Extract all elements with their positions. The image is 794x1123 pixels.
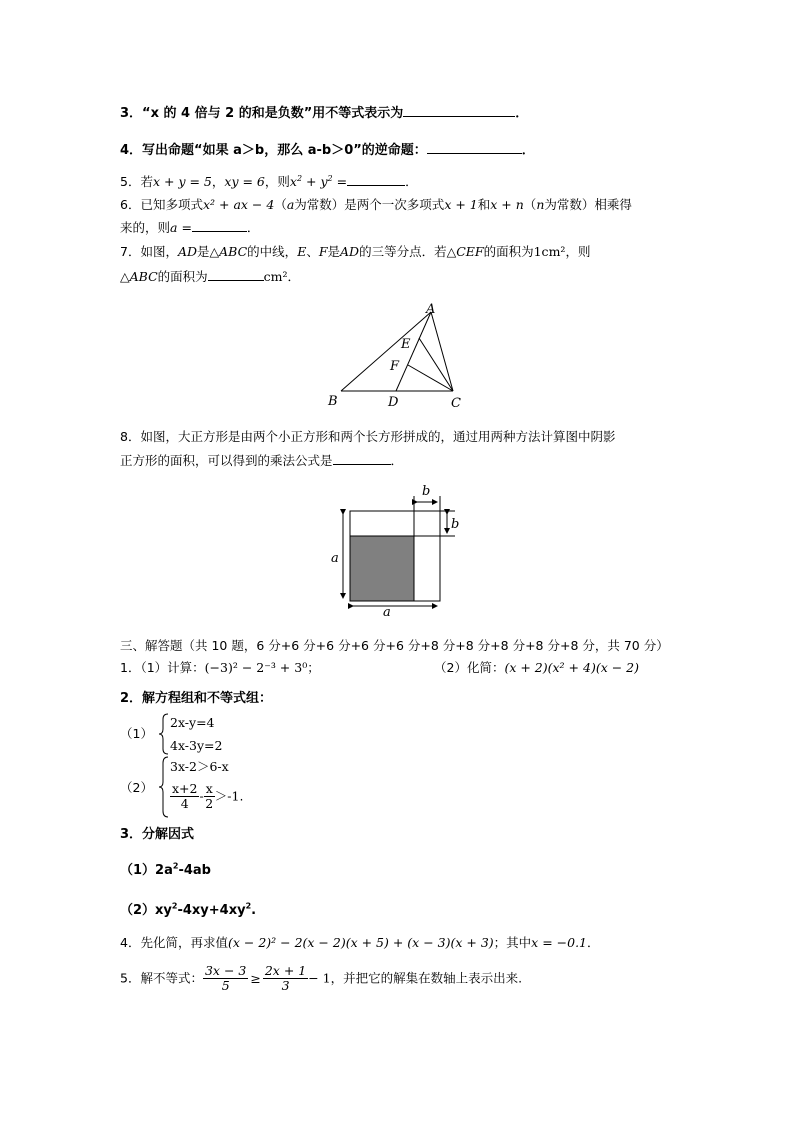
question-number: 6． (120, 197, 141, 212)
math-expression: $x^2 + y^2$ = (289, 173, 348, 189)
math-expression: a = (170, 220, 192, 235)
problem-1-part-2 (434, 659, 639, 677)
question-text: ，则 (264, 174, 290, 189)
problem-3-title: 3．分解因式 (120, 827, 195, 842)
problem-2-sub-2-label: （2） (120, 780, 153, 795)
label-d: D (388, 395, 399, 410)
fraction: $\frac{2x + 1}{3}$ (264, 963, 307, 993)
question-6-line-1 (120, 196, 632, 214)
problem-5: 5．解不等式： $\frac{3x - 3}{5}$ ≥ $\frac{2x + 1}{3}$ − 1，并把它的解集在数轴上表示出来. (120, 963, 523, 993)
label-b-top: b (422, 484, 431, 499)
problem-3-sub-1: $(1)2a^2-4ab$ (120, 861, 211, 878)
math-variable: n (536, 197, 545, 212)
left-brace-icon (158, 713, 170, 755)
problem-text: 先化简，再求值 (140, 935, 228, 950)
question-7-line-2 (120, 267, 300, 286)
question-text: （ (274, 197, 287, 212)
period: ． (587, 935, 600, 950)
question-number: 3． (120, 106, 143, 121)
section-3-title: 三、解答题（共 10 题，6 分+6 分+6 分+6 分+6 分+8 分+8 分+8 分+8 分+8 分，共 70 分） (120, 638, 669, 653)
question-text: 、 (306, 244, 319, 259)
question-text: 如图，大正方形是由两个小正方形和两个长方形拼成的，通过用两种方法计算图中阴影 (140, 429, 616, 444)
segment-ac (431, 312, 453, 391)
separator: ； (307, 660, 320, 675)
question-6-line-2 (120, 218, 259, 237)
question-text: 正方形的面积，可以得到的乘法公式是 (120, 453, 333, 468)
question-number: 5． (120, 174, 141, 189)
question-text: 的中线， (247, 244, 298, 259)
period: ． (521, 143, 535, 158)
question-text: 如图， (140, 244, 178, 259)
answer-blank[interactable] (403, 103, 515, 117)
answer-blank[interactable] (192, 218, 247, 232)
math-variable: F (318, 244, 328, 259)
segment-ab (341, 312, 431, 391)
label-a: A (426, 302, 436, 317)
question-3 (120, 103, 528, 123)
math-variable: AD (340, 244, 360, 259)
question-text: 是 (327, 244, 341, 259)
label-c: C (451, 396, 461, 411)
label-a-left: a (331, 551, 339, 566)
math-expression: (−3)² − 2⁻³ + 3⁰ (204, 660, 308, 675)
math-expression: x² + ax − 4 (202, 197, 275, 212)
problem-4 (120, 934, 600, 952)
period: ． (390, 453, 404, 468)
inequality-2: $\frac{x+2}{4}$ - $\frac{x}{2}$ ＞-1. (172, 781, 244, 811)
math-variable: CEF (456, 244, 484, 259)
math-expression: x + 1 (444, 197, 478, 212)
question-text: 的面积为 (483, 244, 534, 259)
math-expression: x + n (490, 197, 524, 212)
question-text: 写出命题“如果 a＞b，那么 a-b＞0”的逆命题： (142, 143, 427, 158)
problem-text: ；其中 (493, 935, 532, 950)
question-text: △ (120, 269, 130, 284)
math-expression: (x − 2)² − 2(x − 2)(x + 5) + (x − 3)(x + 3) (227, 935, 494, 950)
problem-number: 4． (120, 935, 141, 950)
question-text: 为常数）是两个一次多项式 (294, 197, 445, 212)
label-a-bottom: a (383, 605, 391, 620)
question-text: 的面积为 (157, 269, 208, 284)
question-number: 4． (120, 143, 143, 158)
answer-blank[interactable] (427, 140, 522, 154)
question-text: 已知多项式 (140, 197, 203, 212)
equation-2: 4x-3y=2 (170, 738, 223, 753)
math-expression: (x + 2)(x² + 4)(x − 2) (504, 660, 639, 675)
fraction: $\frac{x+2}{4}$ (172, 781, 198, 811)
left-brace-icon (158, 756, 170, 818)
problem-1 (120, 659, 320, 677)
period: ． (246, 220, 260, 235)
math-expression: xy = 6 (224, 174, 265, 189)
label-b-right: b (451, 517, 460, 532)
problem-number: 5． (120, 970, 141, 986)
label-b: B (328, 394, 338, 409)
problem-text: ，并把它的解集在数轴上表示出来. (330, 970, 523, 986)
period: ． (405, 174, 418, 189)
math-variable: AD (177, 244, 198, 259)
answer-blank[interactable] (208, 267, 264, 281)
segment-fc (408, 365, 453, 391)
inequality-1: 3x-2＞6-x (170, 759, 229, 774)
label-f: F (390, 359, 400, 374)
problem-2-sub-1-label: （1） (120, 726, 153, 741)
fraction: $\frac{x}{2}$ (205, 781, 214, 811)
sub-question-label: （1）计算： (140, 660, 205, 675)
math-expression: x + y = 5 (152, 174, 212, 189)
equation-1: 2x-y=4 (170, 715, 215, 730)
problem-2-title: 2．解方程组和不等式组： (120, 691, 273, 706)
problem-3-sub-2: $(2)xy^2-4xy+4xy^2$. (120, 901, 257, 918)
question-number: 7． (120, 244, 141, 259)
sub-question-label: （2）化简： (434, 660, 505, 675)
separator: ， (211, 174, 225, 189)
question-text: 来的，则 (120, 220, 171, 235)
problem-number: 1． (120, 660, 141, 675)
question-8-line-1 (120, 428, 615, 446)
problem-text: 解不等式： (140, 970, 203, 986)
question-text: 和 (477, 197, 491, 212)
square-figure (325, 482, 470, 622)
unit: cm² (263, 269, 288, 284)
fraction: $\frac{3x - 3}{5}$ (204, 963, 247, 993)
question-number: 8． (120, 429, 141, 444)
question-7-line-1 (120, 243, 590, 261)
period: ． (515, 106, 529, 121)
question-text: 为常数）相乘得 (544, 197, 632, 212)
triangle-figure (320, 300, 480, 415)
answer-blank[interactable] (347, 172, 405, 186)
math-variable: a (286, 197, 295, 212)
question-4 (120, 140, 535, 160)
question-text: 若 (140, 174, 153, 189)
shaded-square (350, 536, 414, 601)
question-8-line-2 (120, 451, 403, 470)
math-variable: E (297, 244, 307, 259)
math-variable: ABC (219, 244, 248, 259)
question-text: 是△ (197, 244, 220, 259)
question-text: ，则 (565, 244, 591, 259)
question-5 (120, 172, 418, 191)
period: ． (287, 269, 301, 284)
math-expression: x = −0.1 (531, 935, 587, 950)
segment-ec (419, 338, 453, 391)
question-text: 的三等分点．若△ (359, 244, 457, 259)
math-variable: ABC (129, 269, 158, 284)
label-e: E (401, 337, 411, 352)
math-expression: 1cm² (533, 244, 566, 259)
question-text: （ (523, 197, 537, 212)
answer-blank[interactable] (333, 451, 391, 465)
question-text: “x 的 4 倍与 2 的和是负数”用不等式表示为 (142, 106, 404, 121)
